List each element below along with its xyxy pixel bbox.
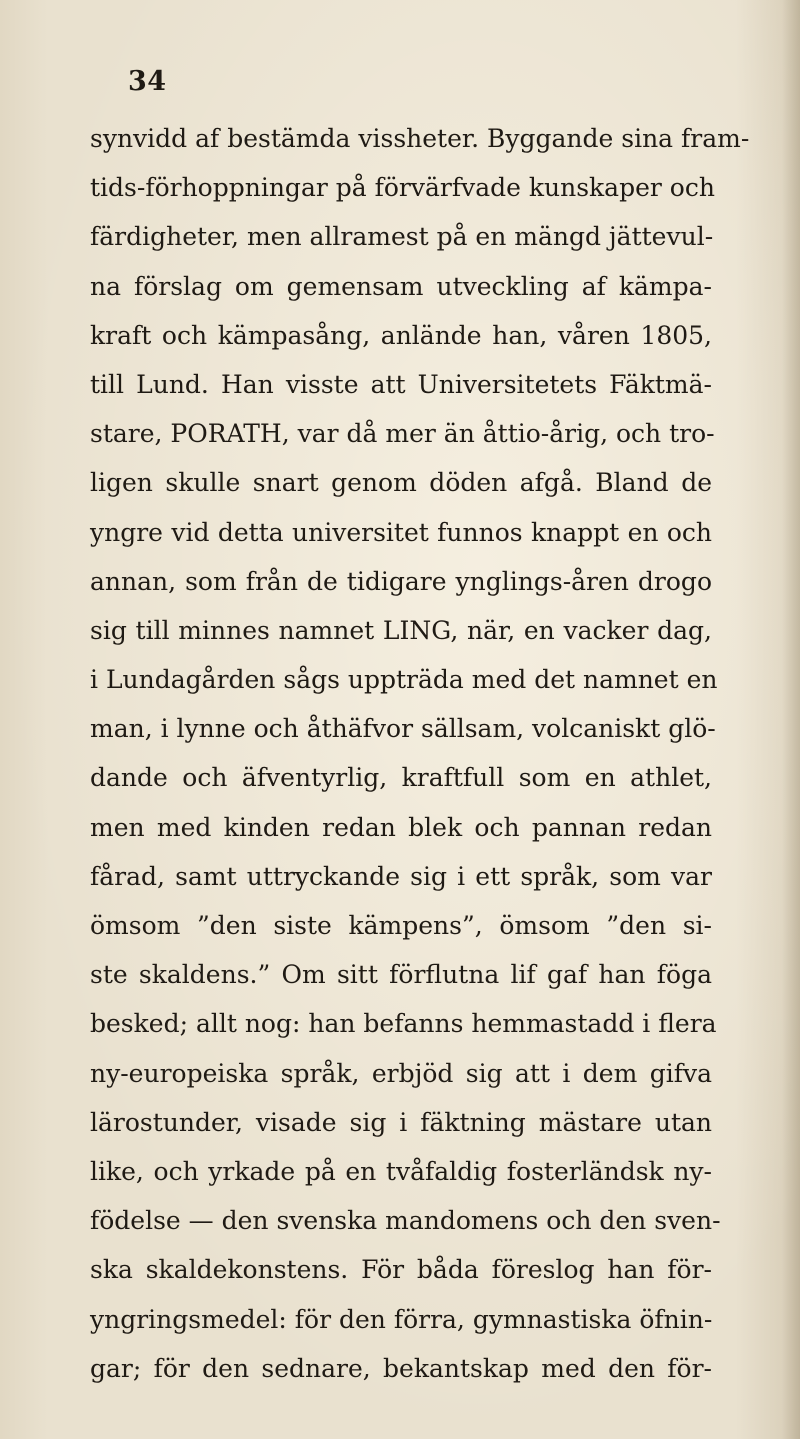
text-line: stare, PORATH, var då mer än åttio-årig, och tro-: [90, 419, 715, 449]
body-text: [90, 114, 750, 1393]
text-line: lärostunder, visade sig i fäktning mästare utan: [90, 1107, 712, 1137]
text-line: synvidd af bestämda vissheter. Byggande sina fram-: [90, 124, 750, 153]
text-line: na förslag om gemensam utveckling af kämpa-: [90, 271, 712, 301]
text-line: man, i lynne och åthäfvor sällsam, volcaniskt glö-: [90, 714, 716, 744]
text-line: gar; för den sednare, bekantskap med den för-: [90, 1353, 712, 1383]
page-edge-shadow: [782, 0, 800, 1439]
text-line: dande och äfventyrlig, kraftfull som en athlet,: [90, 763, 712, 793]
text-line: ligen skulle snart genom döden afgå. Bland de: [90, 468, 712, 498]
text-line: tids-förhoppningar på förvärfvade kunskaper och: [90, 173, 715, 203]
text-line: kraft och kämpasång, anlände han, våren 1805,: [90, 320, 712, 350]
text-line: ny-europeiska språk, erbjöd sig att i dem gifva: [90, 1058, 712, 1088]
text-line: like, och yrkade på en tvåfaldig fosterländsk ny-: [90, 1156, 712, 1186]
text-line: fårad, samt uttryckande sig i ett språk, som var: [90, 861, 712, 891]
page-number: 34: [128, 66, 167, 97]
text-line: till Lund. Han visste att Universitetets Fäktmä-: [90, 369, 712, 399]
text-line: ste skaldens.” Om sitt förflutna lif gaf han föga: [90, 960, 712, 990]
text-line: annan, som från de tidigare ynglings-åren drogo: [90, 566, 712, 596]
text-line: färdigheter, men allramest på en mängd jättevul-: [90, 222, 714, 252]
text-line: yngre vid detta universitet funnos knappt en och: [90, 517, 712, 547]
text-line: i Lundagården sågs uppträda med det namnet en: [90, 665, 718, 695]
text-line: födelse — den svenska mandomens och den sven-: [90, 1206, 721, 1236]
text-line: sig till minnes namnet LING, när, en vacker dag,: [90, 615, 712, 645]
text-line: men med kinden redan blek och pannan redan: [90, 812, 712, 842]
text-line: besked; allt nog: han befanns hemmastadd i flera: [90, 1009, 717, 1039]
text-line: ska skaldekonstens. För båda föreslog han för-: [90, 1255, 712, 1285]
text-line: yngringsmedel: för den förra, gymnastiska öfnin-: [90, 1304, 713, 1334]
text-line: ömsom ”den siste kämpens”, ömsom ”den si-: [90, 911, 712, 940]
